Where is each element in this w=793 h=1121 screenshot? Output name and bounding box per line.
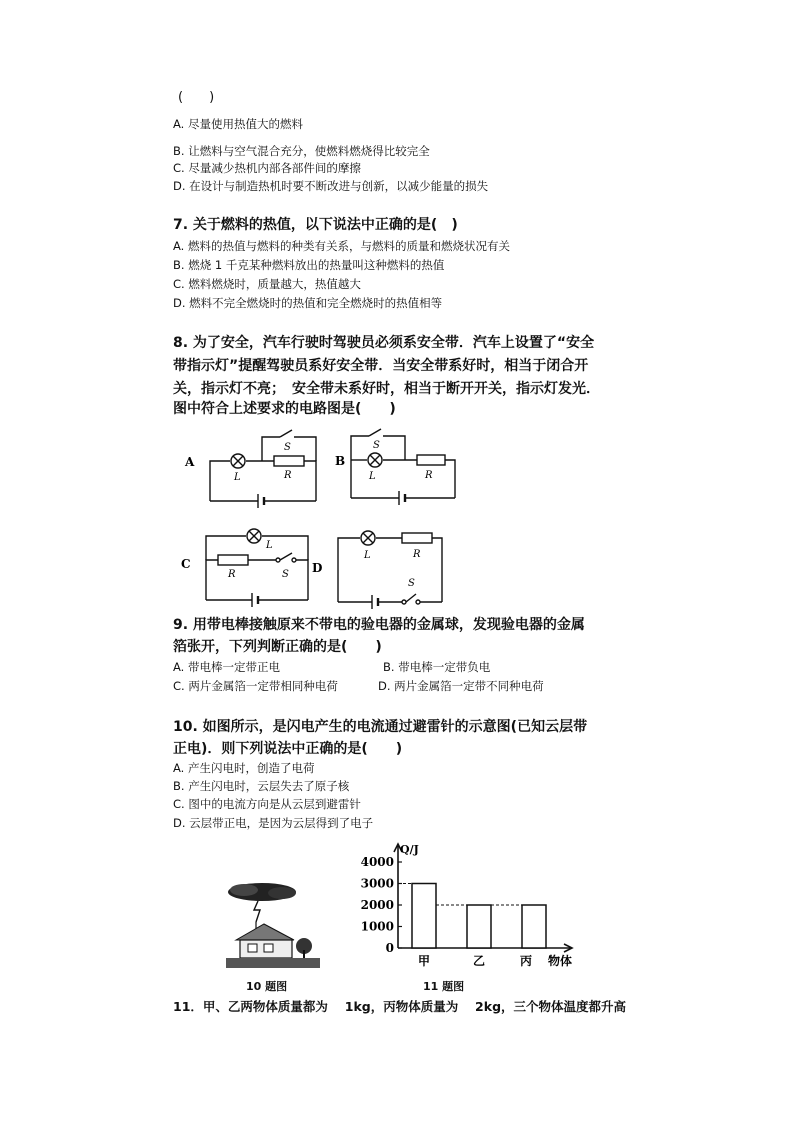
y-tick-label: 1000 bbox=[360, 919, 394, 934]
q7-option-d: D. 燃料不完全燃烧时的热值和完全燃烧时的热值相等 bbox=[173, 296, 443, 310]
q10-stem-line-2: 正电)．则下列说法中正确的是( ) bbox=[173, 741, 403, 757]
y-tick-label: 4000 bbox=[360, 855, 394, 869]
circuit-b-resistor-label: R bbox=[425, 470, 433, 481]
x-axis-label: 物体 bbox=[548, 954, 573, 968]
figure-10-caption: 10 题图 bbox=[246, 980, 288, 993]
circuit-diagram-b bbox=[333, 422, 463, 512]
heat-bar-chart bbox=[350, 838, 590, 978]
circuit-b-switch-label: S bbox=[373, 440, 380, 451]
q10-option-c: C. 图中的电流方向是从云层到避雷针 bbox=[173, 797, 361, 811]
circuit-c-lamp-label: L bbox=[266, 540, 273, 551]
circuit-a-resistor-label: R bbox=[284, 470, 292, 481]
circuit-b-label: B bbox=[335, 454, 346, 468]
q10-option-a: A. 产生闪电时，创造了电荷 bbox=[173, 761, 315, 775]
q10-stem-line-1: 10. 如图所示，是闪电产生的电流通过避雷针的示意图(已知云层带 bbox=[173, 719, 588, 735]
circuit-diagram-a bbox=[180, 425, 330, 515]
q6-option-d: D. 在设计与制造热机时要不断改进与创新，以减少能量的损失 bbox=[173, 179, 489, 193]
lightning-rod-illustration bbox=[214, 880, 324, 970]
q6-option-b: B. 让燃料与空气混合充分，使燃料燃烧得比较完全 bbox=[173, 144, 430, 158]
q7-stem: 7. 关于燃料的热值，以下说法中正确的是( ) bbox=[173, 217, 458, 233]
bar-2 bbox=[467, 905, 491, 948]
q6-option-a: A. 尽量使用热值大的燃料 bbox=[173, 117, 303, 131]
circuit-diagram-d bbox=[310, 522, 450, 612]
circuit-diagram-c bbox=[178, 520, 328, 610]
q6-paren: ( ) bbox=[178, 90, 215, 105]
category-label: 丙 bbox=[519, 954, 533, 968]
q8-stem-line-4: 图中符合上述要求的电路图是( ) bbox=[173, 401, 396, 417]
q9-stem-line-1: 9. 用带电棒接触原来不带电的验电器的金属球，发现验电器的金属 bbox=[173, 617, 585, 633]
circuit-a-switch-label: S bbox=[284, 442, 291, 453]
circuit-d-lamp-label: L bbox=[364, 550, 371, 561]
category-label: 乙 bbox=[472, 954, 486, 968]
circuit-a-label: A bbox=[185, 455, 195, 469]
q8-stem-line-1: 8. 为了安全，汽车行驶时驾驶员必须系安全带．汽车上设置了“安全 bbox=[173, 335, 595, 351]
q7-option-a: A. 燃料的热值与燃料的种类有关系，与燃料的质量和燃烧状况有关 bbox=[173, 239, 510, 253]
q9-option-b: B. 带电棒一定带负电 bbox=[383, 660, 491, 674]
q9-option-a: A. 带电棒一定带正电 bbox=[173, 660, 280, 674]
circuit-c-resistor-label: R bbox=[228, 569, 236, 580]
q10-option-b: B. 产生闪电时，云层失去了原子核 bbox=[173, 779, 350, 793]
q7-option-b: B. 燃烧 1 千克某种燃料放出的热量叫这种燃料的热值 bbox=[173, 258, 445, 272]
bar-3 bbox=[522, 905, 546, 948]
q8-stem-line-2: 带指示灯”提醒驾驶员系好安全带．当安全带系好时，相当于闭合开 bbox=[173, 358, 589, 374]
y-tick-label: 2000 bbox=[360, 898, 394, 912]
circuit-b-lamp-label: L bbox=[369, 471, 376, 482]
q8-stem-line-3: 关，指示灯不亮； 安全带未系好时，相当于断开开关，指示灯发光． bbox=[173, 381, 600, 397]
q11-stem: 11．甲、乙两物体质量都为 1kg，丙物体质量为 2kg，三个物体温度都升高 bbox=[173, 999, 627, 1014]
q6-option-c: C. 尽量减少热机内部各部件间的摩擦 bbox=[173, 161, 361, 175]
q9-option-c: C. 两片金属箔一定带相同种电荷 bbox=[173, 679, 338, 693]
category-label: 甲 bbox=[417, 954, 431, 968]
q9-option-d: D. 两片金属箔一定带不同种电荷 bbox=[378, 679, 544, 693]
q10-option-d: D. 云层带正电，是因为云层得到了电子 bbox=[173, 816, 374, 830]
circuit-a-lamp-label: L bbox=[234, 472, 241, 483]
bar-1 bbox=[412, 884, 436, 949]
q7-option-c: C. 燃料燃烧时，质量越大，热值越大 bbox=[173, 277, 361, 291]
circuit-d-switch-label: S bbox=[408, 578, 415, 589]
circuit-c-label: C bbox=[181, 557, 191, 571]
circuit-c-switch-label: S bbox=[282, 569, 289, 580]
y-axis-label: Q/J bbox=[400, 843, 419, 856]
circuit-d-resistor-label: R bbox=[413, 549, 421, 560]
circuit-d-label: D bbox=[312, 561, 323, 575]
y-tick-label: 3000 bbox=[360, 876, 394, 891]
q9-stem-line-2: 箔张开，下列判断正确的是( ) bbox=[173, 639, 382, 655]
figure-11-caption: 11 题图 bbox=[423, 980, 465, 993]
y-tick-label: 0 bbox=[385, 941, 394, 955]
